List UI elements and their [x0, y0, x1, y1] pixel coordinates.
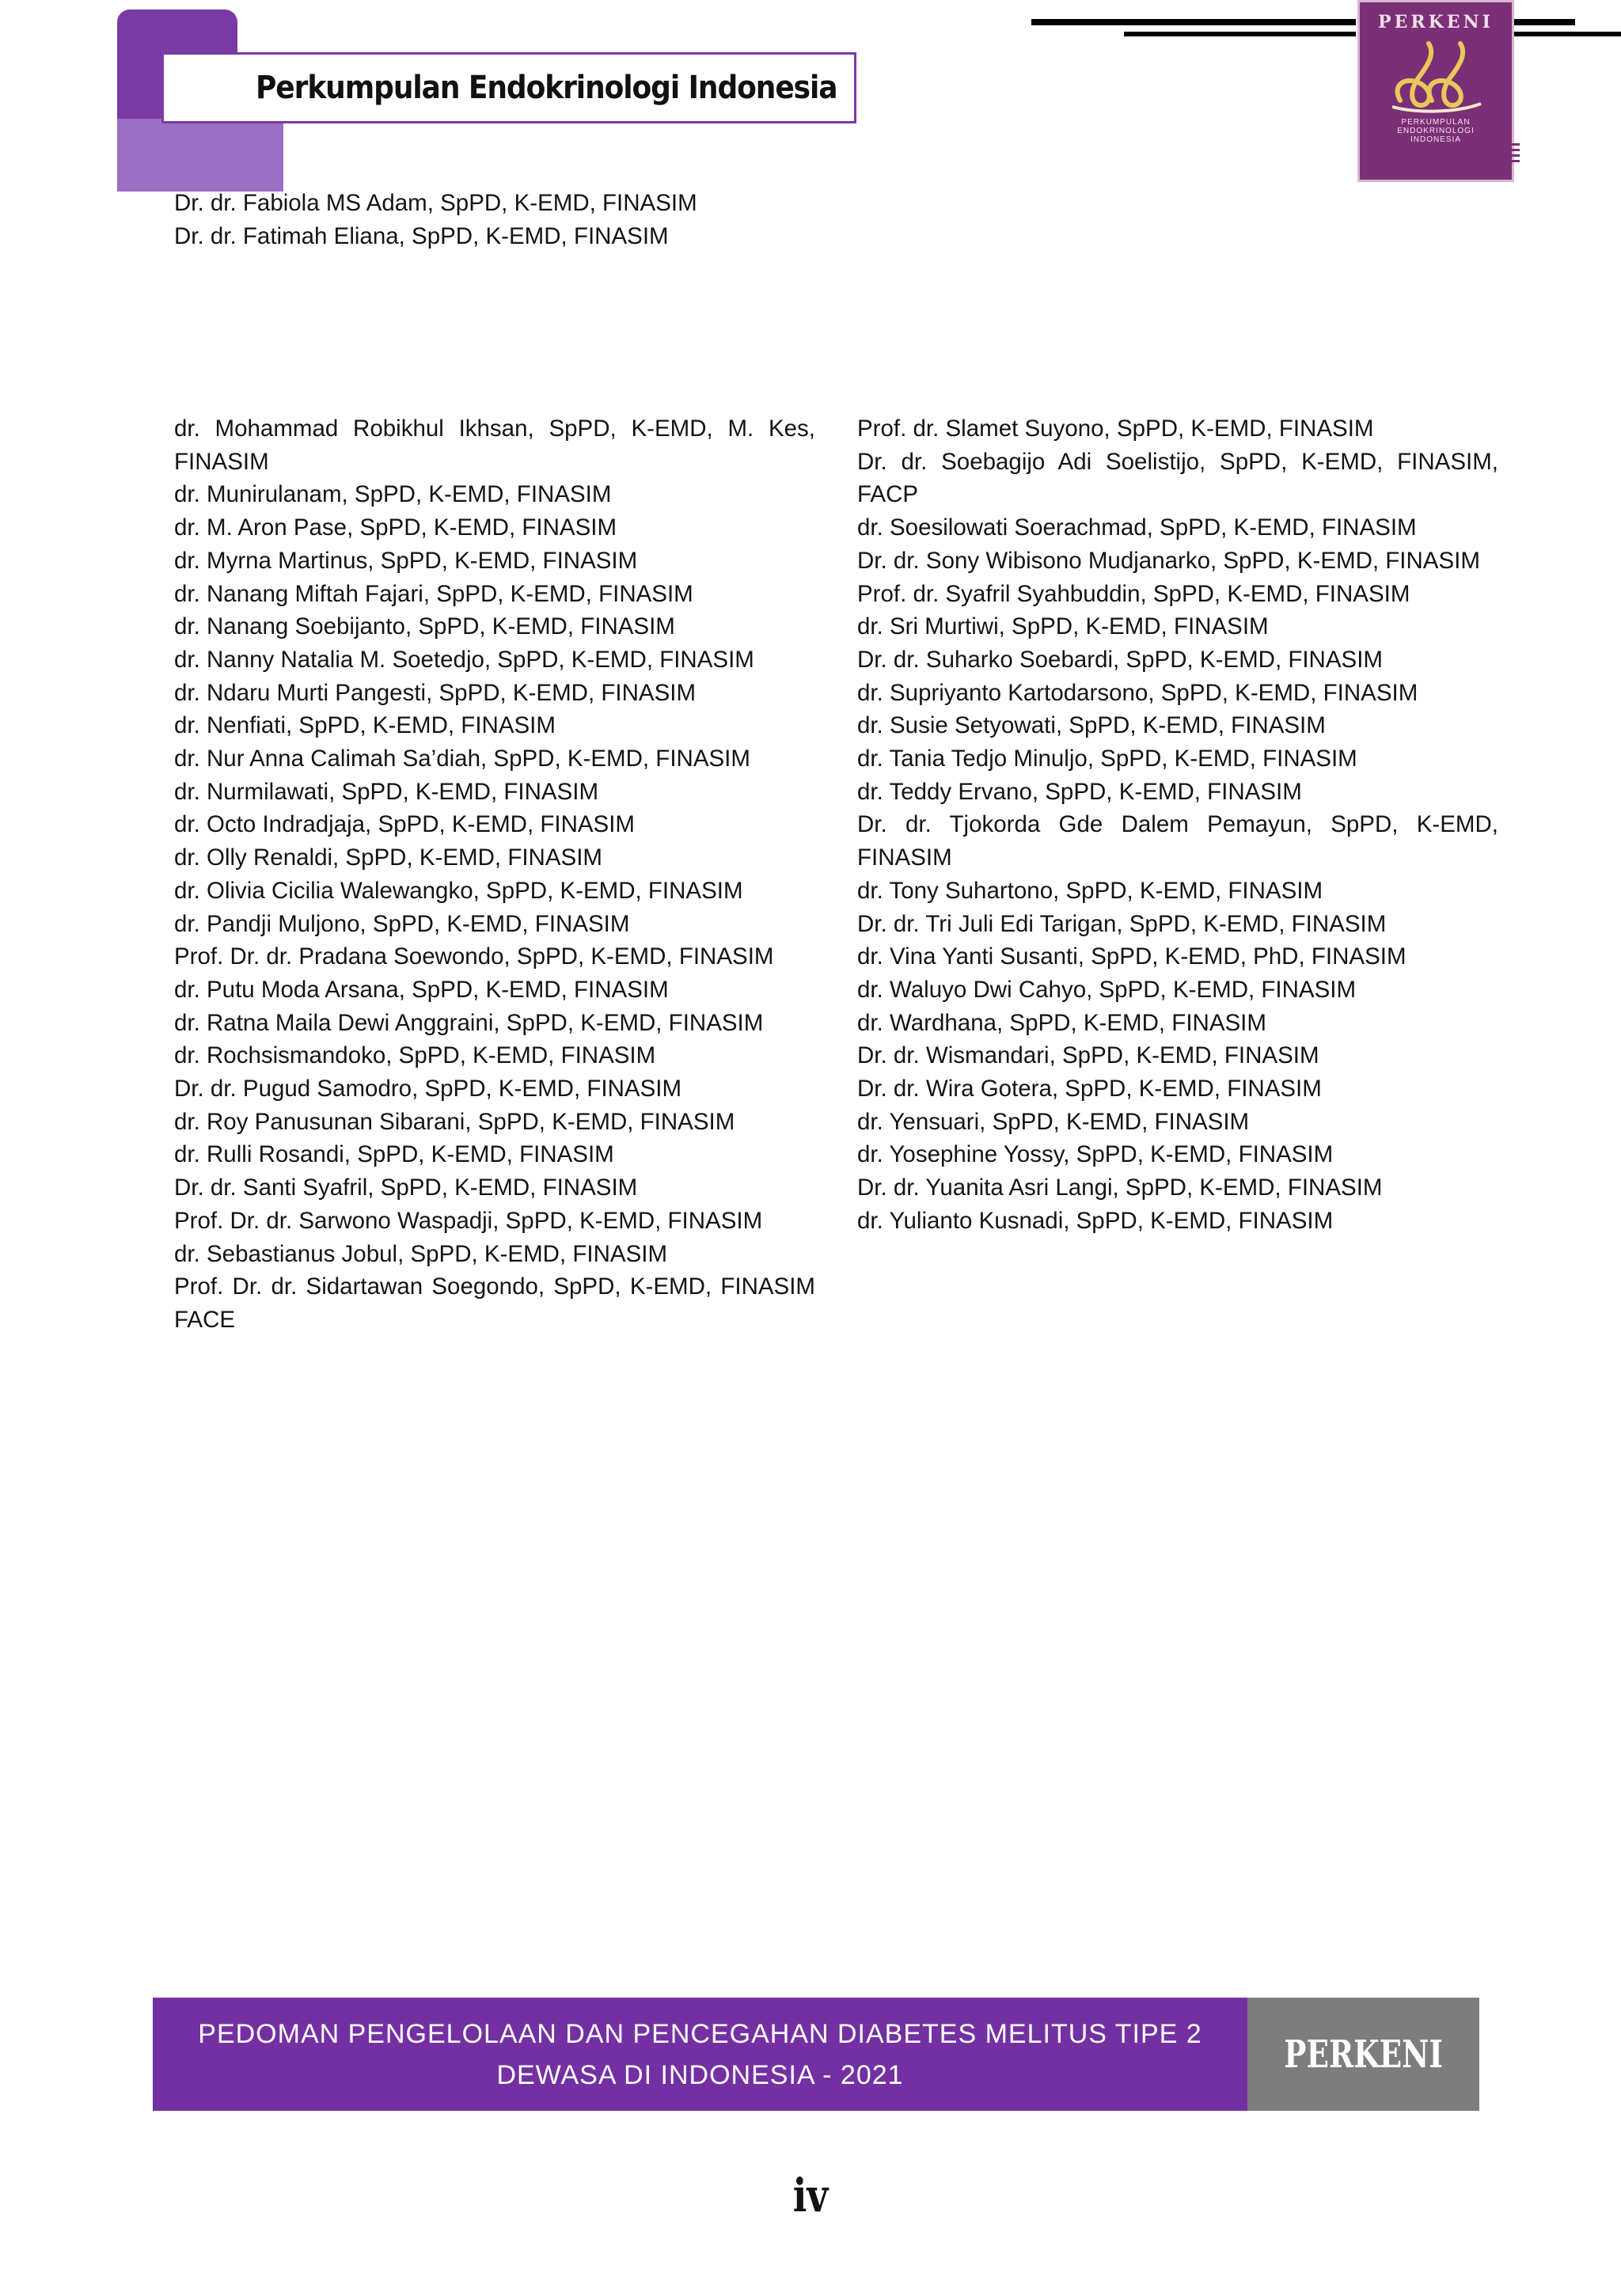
page-number: iv [792, 2169, 829, 2222]
perkeni-logo [1357, 0, 1514, 182]
name-entry: dr. Olly Renaldi, SpPD, K-EMD, FINASIM [174, 844, 602, 871]
header-accent-tail [117, 119, 283, 192]
name-entry: Prof. Dr. dr. Sarwono Waspadji, SpPD, K-EMD, FINASIM [174, 1207, 763, 1234]
name-entry: dr. Yosephine Yossy, SpPD, K-EMD, FINASIM [857, 1141, 1334, 1168]
header-rule [1124, 32, 1356, 36]
logo-subtitle-line: ENDOKRINOLOGI [1397, 127, 1475, 135]
name-entry: dr. Ndaru Murti Pangesti, SpPD, K-EMD, FINASIM [174, 679, 697, 706]
name-entry: Dr. dr. Tjokorda Gde Dalem Pemayun, SpPD, K-EMD, FINASIM [857, 811, 1498, 871]
name-entry: Prof. Dr. dr. Sidartawan Soegondo, SpPD, K-EMD, FINASIM FACE [174, 1273, 815, 1333]
name-entry: Dr. dr. Wira Gotera, SpPD, K-EMD, FINASIM [857, 1076, 1322, 1102]
name-entry: Prof. dr. Slamet Suyono, SpPD, K-EMD, FINASIM [857, 416, 1374, 442]
name-entry: dr. Soesilowati Soerachmad, SpPD, K-EMD, FINASIM [857, 514, 1417, 541]
name-entry: dr. Yulianto Kusnadi, SpPD, K-EMD, FINASIM [857, 1207, 1334, 1234]
name-list-left-column [174, 412, 815, 1337]
name-entry: Dr. dr. Wismandari, SpPD, K-EMD, FINASIM [857, 1042, 1319, 1069]
name-entry: dr. Sebastianus Jobul, SpPD, K-EMD, FINASIM [174, 1240, 668, 1267]
name-entry: dr. Nanang Soebijanto, SpPD, K-EMD, FINASIM [174, 613, 675, 640]
name-entry: Dr. dr. Fabiola MS Adam, SpPD, K-EMD, FINASIM [174, 190, 697, 216]
name-list-right-column [857, 412, 1498, 1238]
logo-subtitle-line: PERKUMPULAN [1401, 118, 1471, 127]
name-entry: dr. Myrna Martinus, SpPD, K-EMD, FINASIM [174, 547, 638, 574]
name-entry: dr. Sri Murtiwi, SpPD, K-EMD, FINASIM [857, 613, 1269, 640]
name-entry: dr. Nanny Natalia M. Soetedjo, SpPD, K-EMD, FINASIM [174, 646, 754, 673]
header-title-box [161, 52, 856, 123]
name-entry: dr. M. Aron Pase, SpPD, K-EMD, FINASIM [174, 514, 617, 541]
logo-emblem-icon [1384, 36, 1487, 115]
logo-side-bars [1507, 143, 1520, 165]
footer-title-block [153, 1998, 1247, 2111]
name-entry: dr. Nur Anna Calimah Sa’diah, SpPD, K-EMD, FINASIM [174, 746, 750, 772]
name-entry: dr. Wardhana, SpPD, K-EMD, FINASIM [857, 1009, 1266, 1036]
footer-title-line1: PEDOMAN PENGELOLAAN DAN PENCEGAHAN DIABETES MELITUS TIPE 2 [198, 2018, 1202, 2049]
name-entry: dr. Tony Suhartono, SpPD, K-EMD, FINASIM [857, 877, 1323, 904]
name-entry: dr. Munirulanam, SpPD, K-EMD, FINASIM [174, 481, 612, 508]
name-entry: dr. Putu Moda Arsana, SpPD, K-EMD, FINASIM [174, 976, 669, 1003]
name-entry: dr. Supriyanto Kartodarsono, SpPD, K-EMD, FINASIM [857, 679, 1418, 706]
name-entry: dr. Waluyo Dwi Cahyo, SpPD, K-EMD, FINASIM [857, 976, 1357, 1003]
name-entry: Dr. dr. Santi Syafril, SpPD, K-EMD, FINASIM [174, 1175, 638, 1201]
header-rule [1510, 19, 1575, 25]
name-entry: dr. Nurmilawati, SpPD, K-EMD, FINASIM [174, 778, 599, 805]
name-entry: dr. Olivia Cicilia Walewangko, SpPD, K-EMD, FINASIM [174, 877, 743, 904]
name-entry: Dr. dr. Yuanita Asri Langi, SpPD, K-EMD, FINASIM [857, 1175, 1383, 1201]
footer-brand-block [1247, 1998, 1479, 2111]
name-entry: Dr. dr. Suharko Soebardi, SpPD, K-EMD, FINASIM [857, 646, 1383, 673]
name-entry: Dr. dr. Sony Wibisono Mudjanarko, SpPD, K-EMD, FINASIM [857, 547, 1480, 574]
footer-banner [153, 1998, 1479, 2111]
footer-title-line2: DEWASA DI INDONESIA - 2021 [496, 2059, 904, 2090]
name-entry: Prof. dr. Syafril Syahbuddin, SpPD, K-EMD, FINASIM [857, 580, 1410, 607]
name-entry: dr. Susie Setyowati, SpPD, K-EMD, FINASIM [857, 712, 1326, 739]
name-entry: dr. Ratna Maila Dewi Anggraini, SpPD, K-EMD, FINASIM [174, 1009, 764, 1036]
name-entry: dr. Yensuari, SpPD, K-EMD, FINASIM [857, 1108, 1250, 1135]
name-entry: Dr. dr. Soebagijo Adi Soelistijo, SpPD, K-EMD, FINASIM, FACP [857, 448, 1498, 508]
top-name-list [174, 187, 823, 252]
header-title: Perkumpulan Endokrinologi Indonesia [256, 70, 837, 106]
name-entry: dr. Vina Yanti Susanti, SpPD, K-EMD, PhD, FINASIM [857, 943, 1407, 970]
name-entry: dr. Teddy Ervano, SpPD, K-EMD, FINASIM [857, 778, 1302, 805]
name-entry: dr. Rulli Rosandi, SpPD, K-EMD, FINASIM [174, 1141, 614, 1168]
name-entry: Dr. dr. Tri Juli Edi Tarigan, SpPD, K-EMD, FINASIM [857, 910, 1387, 937]
name-entry: dr. Rochsismandoko, SpPD, K-EMD, FINASIM [174, 1042, 656, 1069]
header-rule [1031, 19, 1356, 25]
name-entry: dr. Pandji Muljono, SpPD, K-EMD, FINASIM [174, 910, 630, 937]
logo-subtitle-line: INDONESIA [1410, 135, 1461, 144]
name-entry: dr. Tania Tedjo Minuljo, SpPD, K-EMD, FINASIM [857, 746, 1357, 772]
name-entry: dr. Nenfiati, SpPD, K-EMD, FINASIM [174, 712, 556, 739]
name-entry: Prof. Dr. dr. Pradana Soewondo, SpPD, K-EMD, FINASIM [174, 943, 774, 970]
name-entry: Dr. dr. Fatimah Eliana, SpPD, K-EMD, FINASIM [174, 222, 669, 249]
name-entry: dr. Nanang Miftah Fajari, SpPD, K-EMD, FINASIM [174, 580, 693, 607]
name-entry: dr. Octo Indradjaja, SpPD, K-EMD, FINASIM [174, 811, 635, 838]
name-entry: dr. Mohammad Robikhul Ikhsan, SpPD, K-EMD, M. Kes, FINASIM [174, 416, 815, 475]
logo-top-text: PERKENI [1378, 12, 1494, 32]
header-rule [1510, 32, 1621, 36]
footer-brand: PERKENI [1284, 2032, 1443, 2077]
logo-subtitle [1397, 118, 1474, 144]
name-entry: dr. Roy Panusunan Sibarani, SpPD, K-EMD, FINASIM [174, 1108, 735, 1135]
name-entry: Dr. dr. Pugud Samodro, SpPD, K-EMD, FINASIM [174, 1076, 682, 1102]
